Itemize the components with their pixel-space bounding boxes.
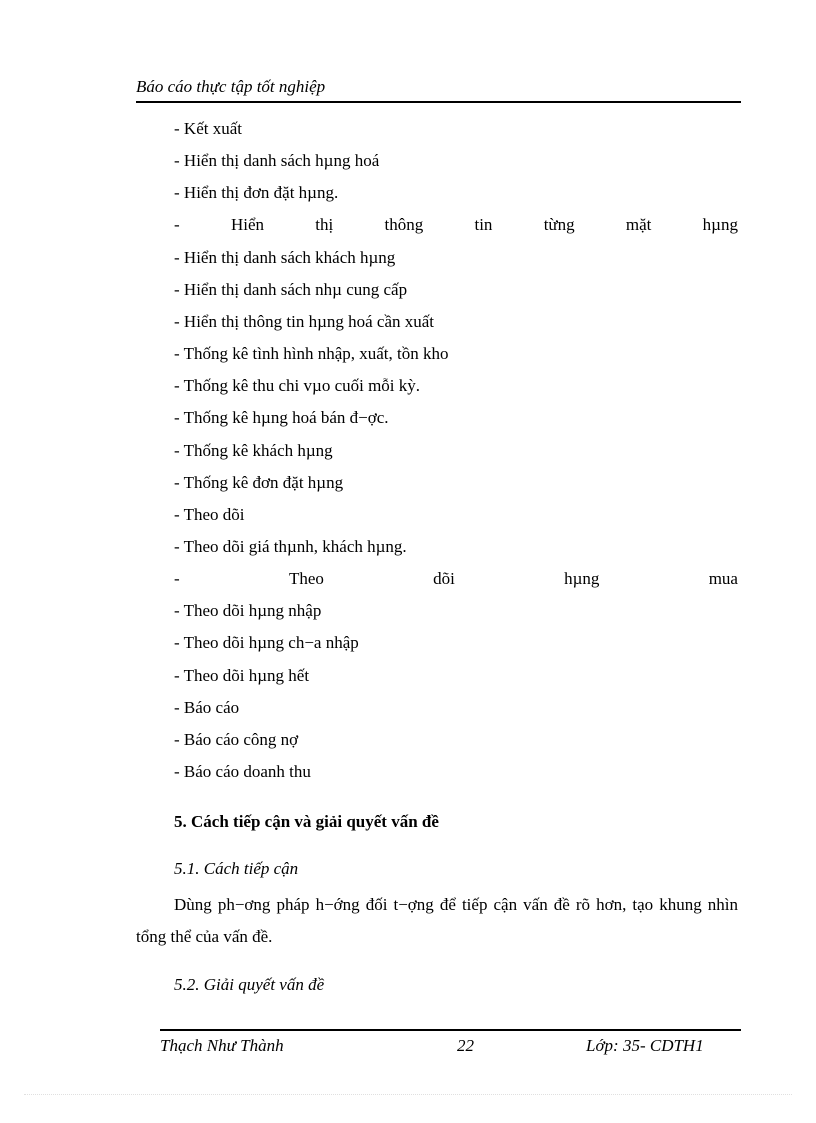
subheading-solution: 5.2. Giải quyết vấn đề [174, 975, 325, 994]
list-item: - Hiển thị danh sách hµng hoá [174, 151, 380, 170]
list-item-word: hµng [702, 215, 738, 234]
list-item-word: - [174, 569, 180, 588]
list-item: - Theo dõi hµng nhập [174, 601, 322, 620]
list-item-word: Hiển [230, 215, 264, 234]
list-item-word: - [174, 215, 180, 234]
list-item: - Theo dõi [174, 505, 245, 524]
list-item: - Hiển thị danh sách nhµ cung cấp [174, 280, 408, 299]
list-item: - Thống kê thu chi vµo cuối mỗi kỳ. [174, 376, 421, 395]
list-item-word: thị [315, 215, 334, 234]
list-item-word: dõi [433, 569, 455, 588]
list-item [174, 568, 738, 590]
list-item: - Theo dõi giá thµnh, khách hµng. [174, 537, 407, 556]
list-item: - Hiển thị thông tin hµng hoá cần xuất [174, 312, 435, 331]
list-item-word: thông [384, 215, 424, 234]
page-header-title: Báo cáo thực tập tốt nghiệp [136, 77, 326, 96]
header-rule [136, 101, 741, 103]
list-item: - Thống kê tình hình nhập, xuất, tồn kho [174, 344, 449, 363]
list-item-word: hµng [564, 569, 600, 588]
list-item: - Thống kê hµng hoá bán đ−ợc. [174, 408, 389, 427]
list-item-word: từng [543, 215, 575, 234]
list-item [174, 214, 738, 236]
list-item: - Báo cáo [174, 698, 240, 717]
list-item: - Theo dõi hµng ch−a nhập [174, 633, 359, 652]
list-item: - Thống kê đơn đặt hµng [174, 473, 344, 492]
list-item: - Kết xuất [174, 119, 242, 138]
subheading-approach: 5.1. Cách tiếp cận [174, 859, 299, 878]
list-item: - Báo cáo doanh thu [174, 762, 311, 781]
list-item: - Thống kê khách hµng [174, 441, 333, 460]
list-item-word: Theo [288, 569, 324, 588]
section-heading: 5. Cách tiếp cận và giải quyết vấn đề [174, 812, 439, 831]
bottom-dotted-line [24, 1094, 792, 1095]
list-item-word: mua [708, 569, 738, 588]
list-item: - Theo dõi hµng hết [174, 666, 310, 685]
paragraph-approach: Dùng ph−ơng pháp h−ớng đối t−ợng để tiếp cận vấn đề rõ hơn, tạo khung nhìn tổng thể của vấn đề. [136, 895, 738, 946]
list-item: - Hiển thị danh sách khách hµng [174, 248, 396, 267]
footer-rule [160, 1029, 741, 1031]
list-item: - Báo cáo công nợ [174, 730, 299, 749]
footer-class: Lớp: 35- CDTH1 [586, 1036, 704, 1055]
footer-author: Thạch Như Thành [160, 1036, 284, 1055]
list-item: - Hiển thị đơn đặt hµng. [174, 183, 339, 202]
list-item-word: tin [474, 215, 493, 234]
list-item-word: mặt [625, 215, 652, 234]
footer-page-number: 22 [457, 1036, 474, 1055]
